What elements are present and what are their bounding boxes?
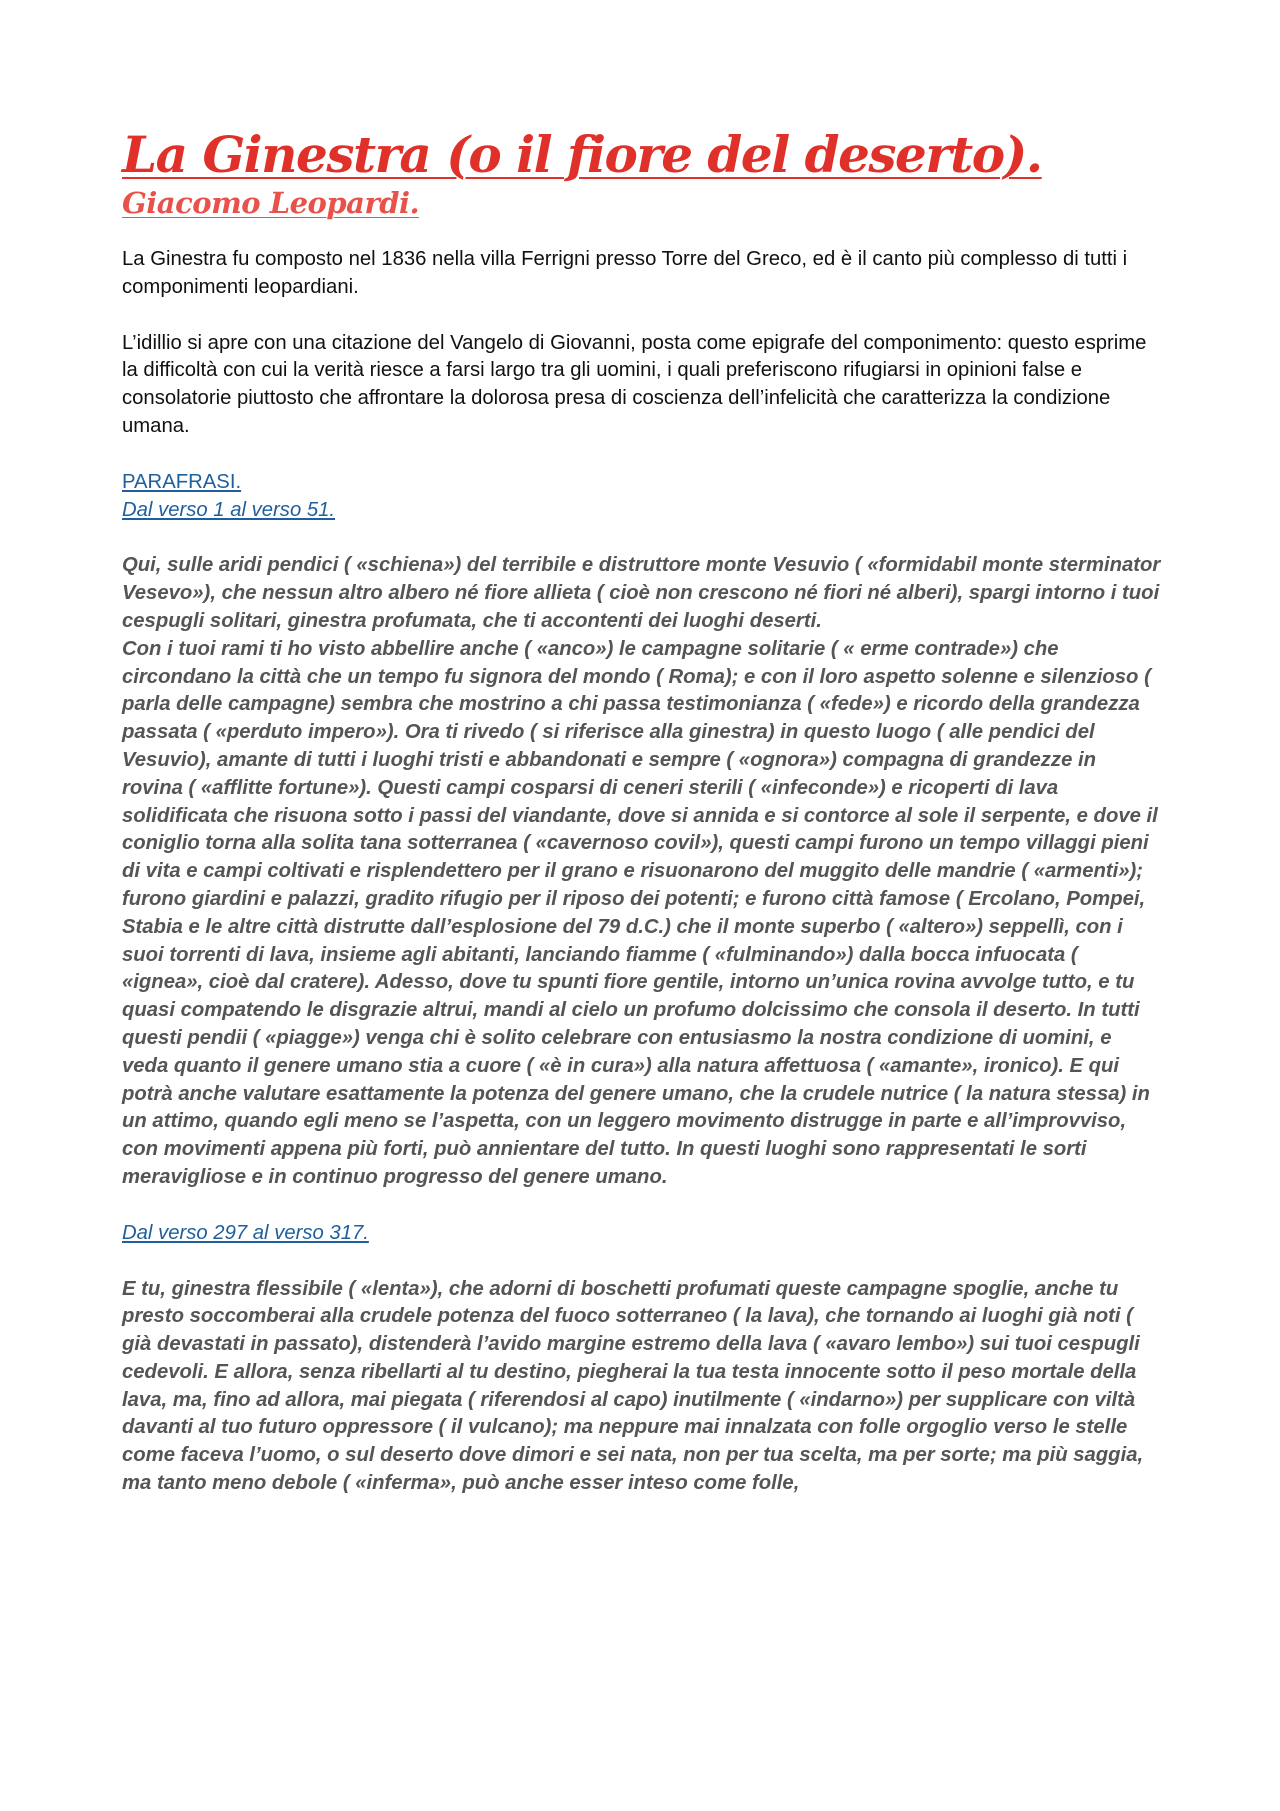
- spacer: [122, 302, 1162, 330]
- spacer: [122, 1248, 1162, 1276]
- document-title: La Ginestra (o il fiore del deserto).: [122, 125, 1042, 184]
- paraphrase-paragraph: E tu, ginestra flessibile ( «lenta»), che adorni di boschetti profumati queste campagne spoglie, anche tu presto soccomberai alla crudele potenza del fuoco sotterraneo ( la lava), che tornando ai luoghi già noti ( già devastati in passato), distenderà l’avido margine estremo della lava ( «avaro lembo») sui tuoi cespugli cedevoli. E allora, senza ribellarti al tu destino, piegherai la tua testa innocente sotto il peso mortale della lava, ma, fino ad allora, mai piegata ( riferendosi al capo) inutilmente ( «indarno») per supplicare con viltà davanti al tuo futuro oppressore ( il vulcano); ma neppure mai innalzata con folle orgoglio verso le stelle come faceva l’uomo, o sul deserto dove dimori e sei nata, non per tua scelta, ma per sorte; ma più saggia, ma tanto meno debole ( «inferma», può anche esser inteso come folle,: [122, 1277, 1144, 1495]
- document-page: [122, 126, 1162, 1498]
- section-heading-parafrasi[interactable]: PARAFRASI.: [122, 470, 242, 493]
- intro-paragraph: L’idillio si apre con una citazione del Vangelo di Giovanni, posta come epigrafe del componimento: questo esprime la difficoltà con cui la verità riesce a farsi largo tra gli uomini, i quali preferiscono rifugiarsi in opinioni false e consolatorie piuttosto che affrontare la dolorosa presa di coscienza dell’infelicità che caratterizza la condizione umana.: [122, 331, 1147, 437]
- spacer: [122, 524, 1162, 552]
- paraphrase-paragraph: Qui, sulle aridi pendici ( «schiena») del terribile e distruttore monte Vesuvio ( «formidabil monte sterminator Vesevo»), che nessun altro albero né fiore allieta ( cioè non crescono né fiori né alberi), spargi intorno i tuoi cespugli solitari, ginestra profumata, che ti accontenti dei luoghi deserti.: [122, 554, 1161, 632]
- section-heading-verses-1-51[interactable]: Dal verso 1 al verso 51.: [122, 498, 336, 521]
- spacer: [122, 441, 1162, 469]
- intro-paragraph: La Ginestra fu composto nel 1836 nella villa Ferrigni presso Torre del Greco, ed è il canto più complesso di tutti i componimenti leopardiani.: [122, 248, 1128, 298]
- section-heading-verses-297-317[interactable]: Dal verso 297 al verso 317.: [122, 1221, 369, 1244]
- document-subtitle: Giacomo Leopardi.: [122, 186, 420, 220]
- paraphrase-paragraph: Con i tuoi rami ti ho visto abbellire anche ( «anco») le campagne solitarie ( « erme contrade») che circondano la città che un tempo fu signora del mondo ( Roma); e con il loro aspetto solenne e silenzioso ( parla delle campagne) sembra che mostrino a chi passa testimonianza ( «fede») e ricordo della grandezza passata ( «perduto impero»). Ora ti rivedo ( si riferisce alla ginestra) in questo luogo ( alle pendici del Vesuvio), amante di tutti i luoghi tristi e abbandonati e sempre ( «ognora») compagna di grandezze in rovina ( «afflitte fortune»). Questi campi cosparsi di ceneri sterili ( «infeconde») e ricoperti di lava solidificata che risuona sotto i passi del viandante, dove si annida e si contorce al sole il serpente, e dove il coniglio torna alla solita tana sotterranea ( «cavernoso covil»), questi campi furono un tempo villaggi pieni di vita e campi coltivati e risplendettero per il grano e risuonarono del muggito delle mandrie ( «armenti»); furono giardini e palazzi, gradito rifugio per il riposo dei potenti; e furono città famose ( Ercolano, Pompei, Stabia e le altre città distrutte dall’esplosione del 79 d.C.) che il monte superbo ( «altero») seppellì, con i suoi torrenti di lava, insieme agli abitanti, lanciando fiamme ( «fulminando») dalla bocca infuocata ( «ignea», cioè dal cratere). Adesso, dove tu spunti fiore gentile, intorno un’unica rovina avvolge tutto, e tu quasi compatendo le disgrazie altrui, mandi al cielo un profumo dolcissimo che consola il deserto. In tutti questi pendii ( «piagge») venga chi è solito celebrare con entusiasmo la nostra condizione di uomini, e veda quanto il genere umano stia a cuore ( «è in cura») alla natura affettuosa ( «amante», ironico). E qui potrà anche valutare esattamente la potenza del genere umano, che la crudele nutrice ( la natura stessa) in un attimo, quando egli meno se l’aspetta, con un leggero movimento distrugge in parte e all’improvviso, con movimenti appena più forti, può annientare del tutto. In questi luoghi sono rappresentati le sorti meravigliose e in continuo progresso del genere umano.: [122, 637, 1158, 1188]
- spacer: [122, 1192, 1162, 1220]
